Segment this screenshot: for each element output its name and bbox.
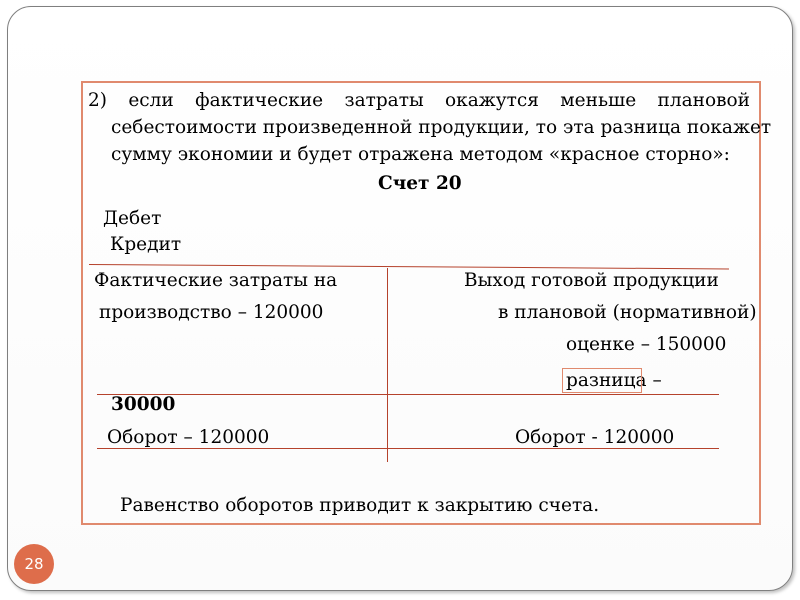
conclusion-text: Равенство оборотов приводит к закрытию счета. [120,495,600,516]
difference-dash: – [646,370,662,391]
turnover-rule [97,448,719,449]
credit-line-1: Выход готовой продукции [464,270,719,291]
credit-line-3: оценке – 150000 [566,334,727,355]
difference-word: разница [566,370,647,391]
credit-line-2: в плановой (нормативной) [498,302,757,323]
intro-paragraph [88,87,772,168]
credit-label: Кредит [110,234,182,255]
debit-line-2: производство – 120000 [99,302,324,323]
credit-turnover: Оборот - 120000 [515,427,675,448]
paragraph-line-3: сумму экономии и будет отражена методом «красное сторно»: [111,144,730,165]
paragraph-line-1: 2) если фактические затраты окажутся меньше плановой [88,90,750,111]
difference-highlight [562,368,642,393]
paragraph-line-2: себестоимости произведенной продукции, то эта разница покажет [111,117,772,138]
debit-turnover: Оборот – 120000 [107,427,270,448]
debit-line-1: Фактические затраты на [94,270,338,291]
slide-number-badge: 28 [14,544,54,584]
debit-label: Дебет [103,208,162,229]
t-account-divider [387,268,388,462]
debit-difference-value: 30000 [111,394,176,415]
account-title: Счет 20 [378,173,462,194]
difference-rule [97,394,719,395]
